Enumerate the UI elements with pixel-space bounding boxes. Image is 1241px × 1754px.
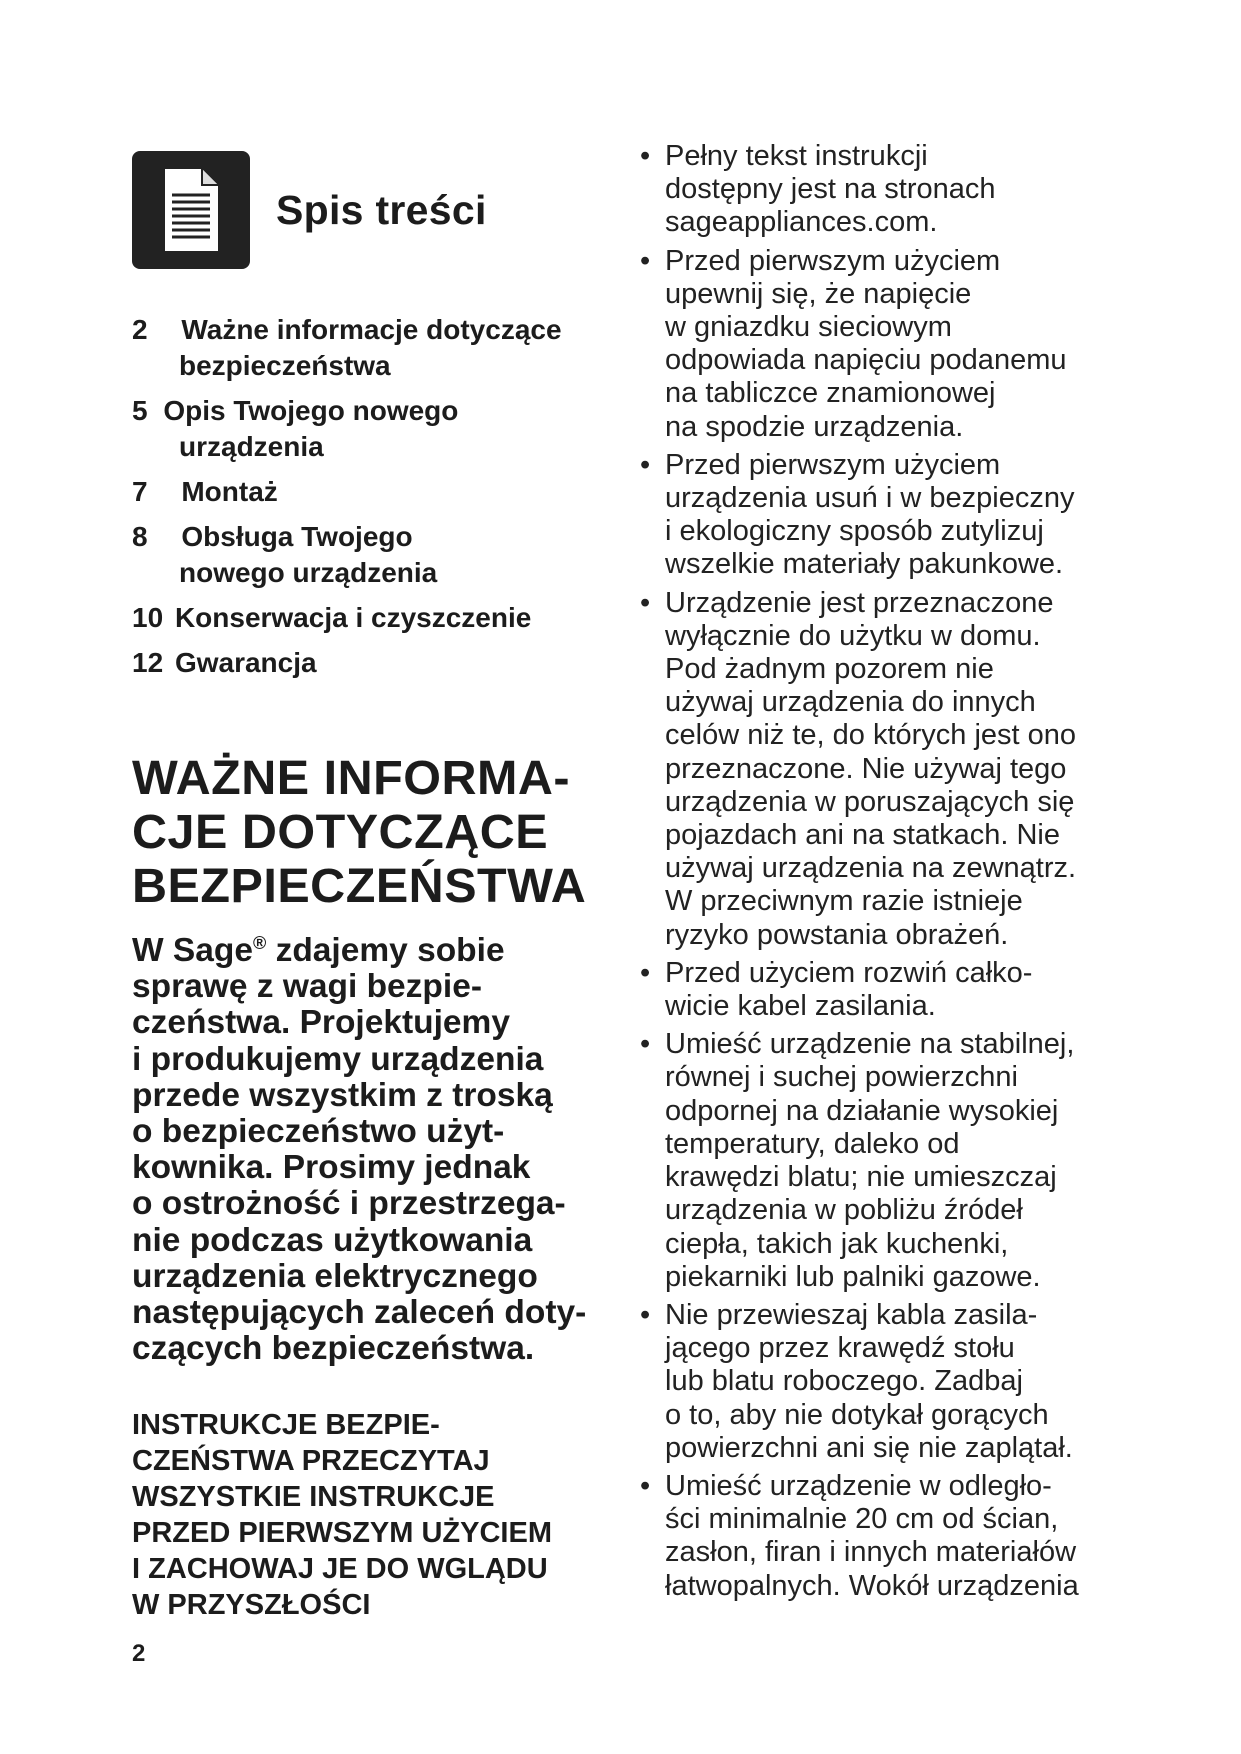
bullet-line: równej i suchej powierzchni bbox=[665, 1061, 1018, 1094]
bullet-line: krawędzi blatu; nie umieszczaj bbox=[665, 1161, 1057, 1194]
toc-item[interactable] bbox=[132, 474, 622, 510]
intro-brand: W Sage bbox=[132, 932, 253, 969]
safety-heading-line: WAŻNE INFORMA- bbox=[132, 751, 571, 805]
toc-item-title: Ważne informacje dotyczące bbox=[181, 314, 562, 345]
intro-line: przede wszystkim z troską bbox=[132, 1076, 553, 1114]
safety-bullet-list bbox=[640, 140, 1140, 1603]
right-column bbox=[640, 140, 1140, 1608]
bullet-item bbox=[640, 957, 1140, 1023]
toc-item-title: Konserwacja i czyszczenie bbox=[174, 602, 532, 633]
intro-line: i produkujemy urządzenia bbox=[132, 1040, 544, 1078]
bullet-line: Przed pierwszym użyciem bbox=[665, 244, 1001, 277]
bullet-line: Przed użyciem rozwiń całko- bbox=[665, 956, 1033, 989]
left-column bbox=[132, 150, 622, 1623]
intro-line: czących bezpieczeństwa. bbox=[132, 1330, 535, 1368]
registered-mark: ® bbox=[253, 933, 267, 953]
safety-heading-line: BEZPIECZEŃSTWA bbox=[132, 859, 587, 913]
bullet-line: używaj urządzenia na zewnątrz. bbox=[665, 852, 1077, 885]
bullet-line: Nie przewieszaj kabla zasila- bbox=[665, 1298, 1038, 1331]
intro-line: czeństwa. Projektujemy bbox=[132, 1004, 510, 1042]
bullet-dot: • bbox=[640, 1298, 651, 1331]
toc-item-number: 8 bbox=[132, 521, 148, 552]
bullet-dot: • bbox=[640, 1469, 651, 1502]
intro-line: następujących zaleceń doty- bbox=[132, 1294, 587, 1332]
toc-item-number: 5 bbox=[132, 395, 148, 426]
instructions-line: WSZYSTKIE INSTRUKCJE bbox=[132, 1481, 495, 1514]
bullet-dot: • bbox=[640, 956, 651, 989]
page-number: 2 bbox=[132, 1640, 146, 1667]
bullet-dot: • bbox=[640, 586, 651, 619]
bullet-dot: • bbox=[640, 140, 651, 172]
instructions-line: I ZACHOWAJ JE DO WGLĄDU bbox=[132, 1553, 548, 1586]
bullet-line: łatwopalnych. Wokół urządzenia bbox=[665, 1569, 1079, 1602]
bullet-line: wicie kabel zasilania. bbox=[665, 990, 936, 1023]
bullet-line: upewnij się, że napięcie bbox=[665, 277, 972, 310]
bullet-line: wszelkie materiały pakunkowe. bbox=[665, 548, 1064, 581]
bullet-item bbox=[640, 1299, 1140, 1465]
bullet-line: używaj urządzenia do innych bbox=[665, 686, 1036, 719]
bullet-line: pojazdach ani na statkach. Nie bbox=[665, 819, 1060, 852]
intro-line: nie podczas użytkowania bbox=[132, 1221, 533, 1259]
intro-paragraph bbox=[132, 933, 622, 1367]
bullet-line: jącego przez krawędź stołu bbox=[665, 1332, 1015, 1365]
toc-item-number: 7 bbox=[132, 476, 148, 507]
bullet-line: odpornej na działanie wysokiej bbox=[665, 1094, 1059, 1127]
intro-line: o bezpieczeństwo użyt- bbox=[132, 1113, 505, 1151]
bullet-item bbox=[640, 245, 1140, 444]
bullet-dot: • bbox=[640, 448, 651, 481]
instructions-line: INSTRUKCJE BEZPIE- bbox=[132, 1409, 440, 1442]
intro-line: sprawę z wagi bezpie- bbox=[132, 968, 482, 1006]
bullet-line: Umieść urządzenie na stabilnej, bbox=[665, 1028, 1075, 1061]
bullet-dot: • bbox=[640, 1028, 651, 1061]
bullet-line: Przed pierwszym użyciem bbox=[665, 448, 1001, 481]
instructions-line: PRZED PIERWSZYM UŻYCIEM bbox=[132, 1517, 552, 1550]
bullet-line: powierzchni ani się nie zaplątał. bbox=[665, 1431, 1073, 1464]
intro-line: o ostrożność i przestrzega- bbox=[132, 1185, 566, 1223]
toc-item-title-cont: nowego urządzenia bbox=[179, 557, 438, 588]
toc-item-number: 10 bbox=[132, 602, 164, 633]
bullet-line: sageappliances.com. bbox=[665, 206, 938, 239]
toc-item[interactable] bbox=[132, 519, 622, 591]
toc-item[interactable] bbox=[132, 312, 622, 384]
bullet-line: na spodzie urządzenia. bbox=[665, 410, 964, 443]
bullet-line: i ekologiczny sposób zutylizuj bbox=[665, 515, 1044, 548]
bullet-line: Pod żadnym pozorem nie bbox=[665, 653, 994, 686]
toc-item-number: 2 bbox=[132, 314, 148, 345]
bullet-line: ryzyko powstania obrażeń. bbox=[665, 918, 1009, 951]
bullet-item bbox=[640, 587, 1140, 952]
bullet-line: urządzenia w pobliżu źródeł bbox=[665, 1194, 1023, 1227]
bullet-line: zasłon, firan i innych materiałów bbox=[665, 1536, 1077, 1569]
toc-header bbox=[132, 150, 622, 270]
safety-heading-line: CJE DOTYCZĄCE bbox=[132, 805, 549, 859]
intro-line: kownika. Prosimy jednak bbox=[132, 1149, 531, 1187]
instructions-line: W PRZYSZŁOŚCI bbox=[132, 1589, 371, 1622]
bullet-line: przeznaczone. Nie używaj tego bbox=[665, 752, 1067, 785]
intro-first-rest: zdajemy sobie bbox=[266, 932, 505, 969]
instructions-line: CZEŃSTWA PRZECZYTAJ bbox=[132, 1445, 490, 1478]
toc-item[interactable] bbox=[132, 600, 622, 636]
toc-item-title: Montaż bbox=[181, 476, 278, 507]
bullet-line: celów niż te, do których jest ono bbox=[665, 719, 1077, 752]
intro-line: urządzenia elektrycznego bbox=[132, 1257, 538, 1295]
bullet-dot: • bbox=[640, 244, 651, 277]
bullet-line: Pełny tekst instrukcji bbox=[665, 140, 928, 172]
bullet-line: Umieść urządzenie w odległo- bbox=[665, 1469, 1052, 1502]
bullet-line: lub blatu roboczego. Zadbaj bbox=[665, 1365, 1023, 1398]
toc-list bbox=[132, 312, 622, 681]
bullet-line: piekarniki lub palniki gazowe. bbox=[665, 1260, 1041, 1293]
bullet-line: ciepła, takich jak kuchenki, bbox=[665, 1227, 1009, 1260]
instructions-notice bbox=[132, 1407, 622, 1623]
toc-item-title-cont: bezpieczeństwa bbox=[179, 350, 391, 381]
bullet-line: na tabliczce znamionowej bbox=[665, 377, 996, 410]
toc-item-title-cont: urządzenia bbox=[179, 431, 324, 462]
toc-item[interactable] bbox=[132, 645, 622, 681]
bullet-line: ści minimalnie 20 cm od ścian, bbox=[665, 1503, 1059, 1536]
toc-item-title: Gwarancja bbox=[174, 647, 317, 678]
toc-title: Spis treści bbox=[276, 186, 487, 233]
bullet-line: odpowiada napięciu podanemu bbox=[665, 344, 1067, 377]
bullet-item bbox=[640, 140, 1140, 240]
bullet-line: urządzenia usuń i w bezpieczny bbox=[665, 482, 1075, 515]
toc-item-number: 12 bbox=[132, 647, 164, 678]
document-icon bbox=[132, 151, 250, 269]
bullet-line: Urządzenie jest przeznaczone bbox=[665, 586, 1054, 619]
bullet-line: wyłącznie do użytku w domu. bbox=[665, 619, 1041, 652]
toc-item-title: Opis Twojego nowego bbox=[163, 395, 459, 426]
bullet-line: urządzenia w poruszających się bbox=[665, 785, 1075, 818]
safety-heading bbox=[132, 751, 622, 913]
bullet-line: dostępny jest na stronach bbox=[665, 173, 996, 206]
bullet-item bbox=[640, 1470, 1140, 1603]
bullet-item bbox=[640, 449, 1140, 582]
bullet-line: temperatury, daleko od bbox=[665, 1127, 960, 1160]
bullet-line: o to, aby nie dotykał gorących bbox=[665, 1398, 1049, 1431]
bullet-line: w gniazdku sieciowym bbox=[665, 311, 952, 344]
bullet-line: W przeciwnym razie istnieje bbox=[665, 885, 1023, 918]
toc-item-title: Obsługa Twojego bbox=[181, 521, 413, 552]
toc-item[interactable] bbox=[132, 393, 622, 465]
intro-line bbox=[132, 933, 622, 969]
bullet-item bbox=[640, 1028, 1140, 1294]
